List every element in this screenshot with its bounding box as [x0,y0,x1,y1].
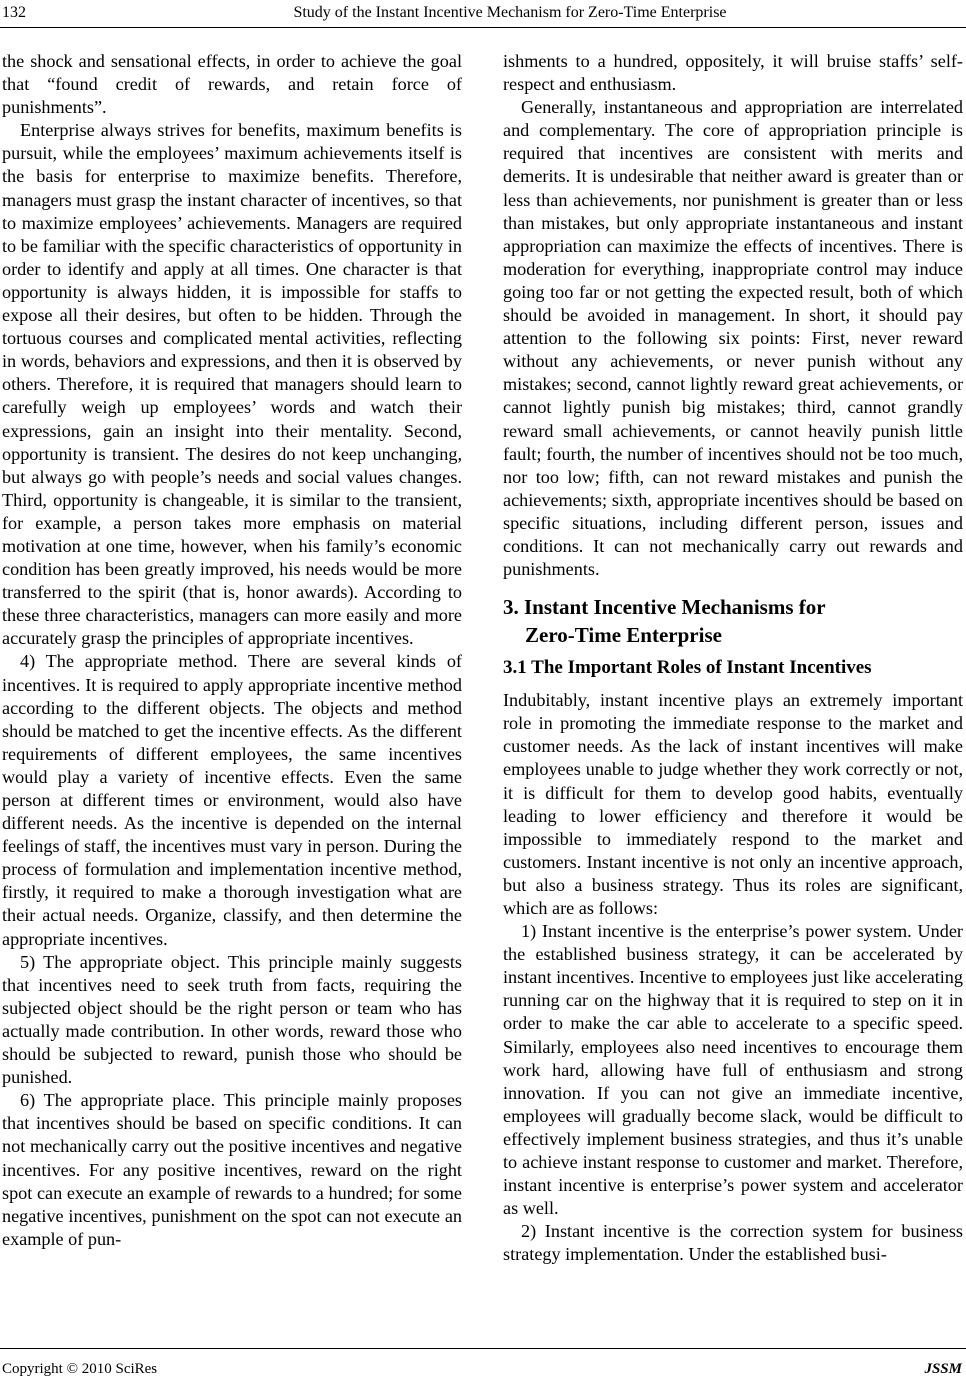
paragraph: Indubitably, instant incentive plays an extremely important role in promoting the immediate response to the market and customer needs. As the lack of instant incentives will make employees unable to judge whether they work correctly or not, it is difficult for them to develop good habits, eventually leading to lower efficiency and therefore it would be impossible to immediately respond to the market and customers. Instant incentive is not only an incentive approach, but also a business strategy. Thus its roles are significant, which are as follows: [503,690,963,918]
footer-rule [0,1348,966,1349]
section-heading [503,593,963,649]
paragraph: 5) The appropriate object. This principle mainly suggests that incentives need to seek truth from facts, requiring the subjected object should be the right person or team who has actually made contribution. In other words, reward those who should be subjected to reward, punish those who should be punished. [2,951,462,1088]
journal-abbreviation: JSSM [924,1361,962,1377]
paragraph: 6) The appropriate place. This principle mainly proposes that incentives should be based on specific conditions. It can not mechanically carry out the positive incentives and negative incentives. For any positive incentives, reward on the right spot can execute an example of rewards to a hundred; for some negative incentives, punishment on the spot can not execute an example of pun- [2,1090,462,1249]
right-column [503,50,963,1267]
paragraph: 4) The appropriate method. There are several kinds of incentives. It is required to apply appropriate incentive method according to the different objects. The objects and method should be matched to get the incentive effects. As the different requirements of different employees, the same incentives would play a variety of incentive effects. Even the same person at different times or environment, would also have different needs. As the incentive is depended on the internal feelings of staff, the incentives must vary in person. During the process of formulation and implementation incentive method, firstly, it required to make a thorough investigation what are their actual needs. Organize, classify, and then determine the appropriate incentives. [2,651,462,949]
section-heading-line1: 3. Instant Incentive Mechanisms for [503,595,826,620]
copyright: Copyright © 2010 SciRes [2,1361,158,1377]
paragraph: Enterprise always strives for benefits, maximum benefits is pursuit, while the employees’ maximum achievements itself is the basis for enterprise to maximize benefits. Therefore, managers must grasp the instant character of incentives, so that to maximize employees’ achievements. Managers are required to be familiar with the specific characteristics of opportunity in order to identify and apply at all times. One character is that opportunity is always hidden, it is impossible for staffs to expose all their desires, but often to be hidden. Through the tortuous courses and complicated mental activities, reflecting in words, behaviors and expressions, and then it is observed by others. Therefore, it is required that managers should learn to carefully weigh up employees’ words and watch their expressions, gain an insight into their mentality. Second, opportunity is transient. The desires do not keep unchanging, but always go with people’s needs and social values changes. Third, opportunity is changeable, it is similar to the transient, for example, a person takes more emphasis on material motivation at one time, however, when his family’s economic condition has been greatly improved, his needs would be more transferred to the spirit (that is, honor awards). According to these three characteristics, managers can more easily and more accurately grasp the principles of appropriate incentives. [2,120,462,649]
section-heading-line2: Zero-Time Enterprise [525,623,722,648]
subsection-heading: 3.1 The Important Roles of Instant Incentives [503,657,872,679]
paragraph: ishments to a hundred, oppositely, it will bruise staffs’ self-respect and enthusiasm. [503,51,963,95]
running-title: Study of the Instant Incentive Mechanism for Zero-Time Enterprise [293,4,727,21]
paragraph: Generally, instantaneous and appropriation are interrelated and complementary. The core of appropriation principle is required that incentives are consistent with merits and demerits. It is undesirable that neither award is greater than or less than achievements, nor punishment is greater than or less than mistakes, but only appropriate instantaneous and instant appropriation can maximize the effects of incentives. There is moderation for everything, inappropriate control may induce going too far or not getting the expected result, both of which should be avoided in management. In short, it should pay attention to the following six points: First, never reward without any achievements, or never punish without any mistakes; second, cannot lightly reward great achievements, or cannot lightly punish big mistakes; third, cannot grandly reward small achievements, or cannot heavily punish little fault; fourth, the number of incentives should not be too much, nor too low; fifth, can not reward mistakes and punish the achievements; sixth, appropriate incentives should be based on specific situations, including different person, issues and conditions. It can not mechanically carry out rewards and punishments. [503,97,963,580]
paragraph: 2) Instant incentive is the correction system for business strategy implementation. Under the established busi- [503,1221,963,1265]
page-number: 132 [2,4,26,21]
header-rule [0,27,966,28]
page-header [0,0,966,32]
paragraph: the shock and sensational effects, in order to achieve the goal that “found credit of rewards, and retain force of punishments”. [2,51,462,118]
paragraph: 1) Instant incentive is the enterprise’s power system. Under the established business strategy, it can be accelerated by instant incentives. Incentive to employees just like accelerating running car on the highway that it is required to step on it in order to make the car able to accelerate to a specific speed. Similarly, employees also need incentives to encourage them work hard, allowing have full of enthusiasm and strong innovation. If you can not give an immediate incentive, employees will gradually become slack, would be difficult to effectively implement business strategies, and thus it’s unable to achieve instant response to customer and market. Therefore, instant incentive is enterprise’s power system and accelerator as well. [503,921,963,1219]
left-column [2,50,462,1251]
